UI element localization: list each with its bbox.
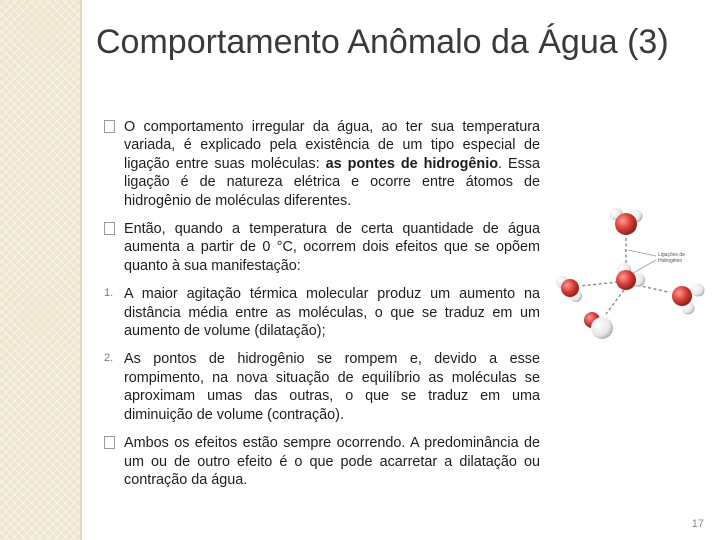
bullet-item [104,118,540,210]
bullet-text [124,118,540,210]
bullet-text-part: . Essa ligação é de natureza elétrica e ocorre entre átomos de hidrogênio de moléculas diferentes. [124,155,541,209]
water-molecule-right [672,284,705,315]
list-number: 1. [104,287,114,300]
numbered-item [104,350,540,424]
bullet-text: A maior agitação térmica molecular produz um aumento na distância média entre as moléculas, o que se traduz em um aumento de volume (dilatação); [124,286,540,340]
page-number: 17 [691,518,704,530]
bullet-text-part: O comportamento irregular da água, ao ter sua temperatura variada, é explicado pela existência de um tipo especial de ligação entre suas moléculas: [124,119,540,172]
side-pattern [0,0,80,540]
side-divider [80,0,82,540]
bullet-box-icon [104,220,124,275]
figure-label-line1: Ligações de [658,252,685,258]
slide-title: Comportamento Anômalo da Água (3) [96,23,669,61]
bullet-text: Então, quando a temperatura de certa quantidade de água aumenta a partir de 0 °C, ocorrem dois efeitos que se opõem quanto à sua manifestação: [124,221,540,274]
water-molecules-figure [548,200,708,350]
list-number: 2. [104,352,114,365]
water-molecule-top [610,208,643,236]
water-molecule-bottom [584,312,613,339]
leader-lines [628,250,656,276]
numbered-item [104,285,540,340]
bullet-item [104,434,540,489]
water-molecule-left [556,276,582,302]
figure-label-line2: Hidrogênio [658,258,683,264]
bullet-bold-text: as pontes de hidrogênio [325,155,498,172]
central-water-molecule [616,263,645,290]
bullet-list [104,118,540,499]
bullet-text: As pontos de hidrogênio se rompem e, devido a esse rompimento, na nova situação de equilíbrio as moléculas se aproximam umas das outras, o que se traduz em uma diminuição de volume (contração). [124,351,540,423]
bullet-item [104,220,540,275]
bullet-box-icon [104,118,124,210]
bullet-box-icon [104,434,124,489]
bullet-text: Ambos os efeitos estão sempre ocorrendo. A predominância de um ou de outro efeito é o que pode acarretar a dilatação ou contração da água. [124,435,540,488]
